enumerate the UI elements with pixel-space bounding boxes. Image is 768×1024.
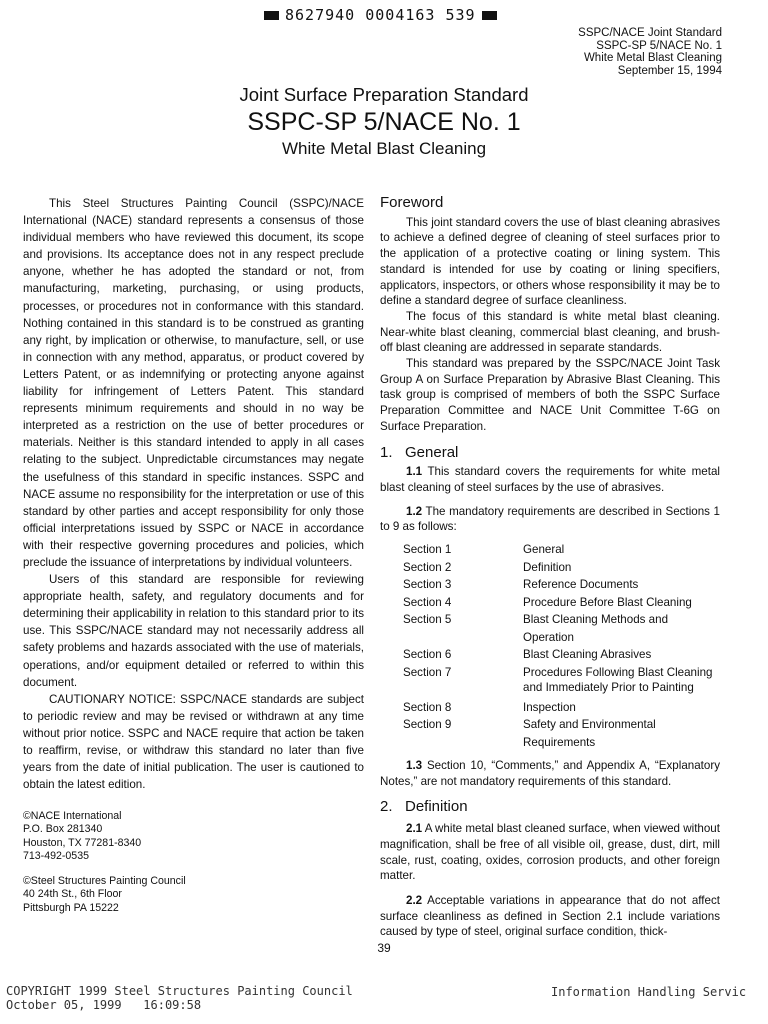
section-label: Section 1 bbox=[403, 543, 452, 557]
section-label: Section 8 bbox=[403, 700, 452, 714]
barcode-block-left bbox=[264, 11, 279, 20]
title-subject: White Metal Blast Cleaning bbox=[281, 139, 487, 158]
user-responsibility-paragraph: Users of this standard are responsible for reviewing appropriate health, safety, and regulatory documents and for determining their applicability in relation to this standard prior to its use. This SSPC/NACE standard may not necessarily address all safety problems and hazards associated with the use of materials, operations, and/or equipment detailed or referred to within this document. bbox=[23, 573, 364, 689]
copyright-footer bbox=[6, 985, 353, 1012]
page-number: 39 bbox=[377, 941, 391, 955]
foreword-heading: Foreword bbox=[380, 194, 444, 211]
running-header bbox=[578, 27, 722, 77]
clause-number: 2.1 bbox=[406, 822, 423, 836]
address-line: Pittsburgh PA 15222 bbox=[23, 901, 119, 914]
title-standard-number: SSPC-SP 5/NACE No. 1 bbox=[247, 108, 521, 136]
clause-text: Section 10, “Comments,” and Appendix A, “Explanatory Notes,” are not mandatory requirements of this standard. bbox=[380, 759, 720, 788]
clause-1-3 bbox=[380, 758, 720, 789]
address-line: ©NACE International bbox=[23, 810, 122, 823]
barcode-block-right bbox=[482, 11, 497, 20]
address-line: P.O. Box 281340 bbox=[23, 823, 103, 836]
clause-2-2 bbox=[380, 893, 720, 940]
clause-2-1 bbox=[380, 821, 720, 884]
address-line: ©Steel Structures Painting Council bbox=[23, 875, 186, 888]
clause-text: A white metal blast cleaned surface, when viewed without magnification, shall be free of all visible oil, grease, dust, dirt, mill scale, rust, coating, oxides, corrosion products, and other foreign matter. bbox=[380, 822, 720, 883]
header-line-4: September 15, 1994 bbox=[617, 64, 722, 77]
sspc-address bbox=[23, 875, 364, 915]
section-title: Blast Cleaning Methods and Operation bbox=[523, 613, 669, 644]
clause-text: Acceptable variations in appearance that do not affect surface cleanliness as defined in Section 2.1 include variations caused by type of steel, original surface condition, thick- bbox=[380, 893, 720, 939]
section-title: General bbox=[523, 543, 565, 557]
footer-line-1: COPYRIGHT 1999 Steel Structures Painting Council bbox=[6, 984, 353, 998]
section-label: Section 5 bbox=[403, 613, 452, 627]
section-label: Section 7 bbox=[403, 665, 452, 679]
cautionary-notice-paragraph: CAUTIONARY NOTICE: SSPC/NACE standards are subject to periodic review and may be revised or withdrawn at any time without prior notice. SSPC and NACE require that action be taken to reaffirm, revise, or withdraw this standard no later than five years from the date of initial publication. The user is cautioned to obtain the latest edition. bbox=[23, 692, 364, 792]
definition-heading: 2. Definition bbox=[380, 798, 468, 816]
footer-line-2: October 05, 1999 16:09:58 bbox=[6, 997, 202, 1012]
section-title: Procedures Following Blast Cleaning and Immediately Prior to Painting bbox=[523, 665, 713, 695]
section-title: Inspection bbox=[523, 700, 576, 714]
address-line: Houston, TX 77281-8340 bbox=[23, 836, 142, 849]
barcode-text: 8627940 0004163 539 bbox=[285, 6, 476, 24]
right-column bbox=[380, 195, 720, 940]
left-column bbox=[23, 195, 364, 915]
section-title: Reference Documents bbox=[523, 578, 639, 592]
header-line-1: SSPC/NACE Joint Standard bbox=[578, 27, 722, 39]
address-line: 713-492-0535 bbox=[23, 849, 89, 862]
nace-address bbox=[23, 810, 364, 863]
clause-number: 1.2 bbox=[406, 504, 423, 518]
section-list bbox=[403, 541, 720, 751]
disclaimer-paragraph: This Steel Structures Painting Council (SSPC)/NACE International (NACE) standard represents a consensus of those individual members who have reviewed this document, its scope and provisions. Its acceptance does not in any respect preclude anyone, whether he has adopted the standard or not, from manufacturing, marketing, purchasing, or using products, processes, or procedures not in conformance with this standard. Nothing contained in this standard is to be construed as granting any right, by implication or otherwise, to manufacture, sell, or use in connection with any method, apparatus, or product covered by Letters Patent, or as indemnifying or protecting anyone against liability for infringement of Letters Patent. This standard represents minimum requirements and should in no way be interpreted as a restriction on the use of better procedures or materials. Neither is this standard intended to apply in all cases relating to the subject. Unpredictable circumstances may negate the usefulness of this standard in specific instances. SSPC and NACE assume no responsibility for the interpretation or use of this standard by other parties and accept responsibility for only those official interpretations issued by SSPC or NACE in accordance with their respective governing procedures and policies, which preclude the issuance of interpretations by individual volunteers. bbox=[23, 197, 364, 569]
header-line-3: White Metal Blast Cleaning bbox=[583, 52, 722, 64]
section-label: Section 4 bbox=[403, 595, 452, 609]
section-title: Safety and Environmental Requirements bbox=[523, 718, 656, 749]
foreword-paragraph: This joint standard covers the use of blast cleaning abrasives to achieve a defined degree of cleaning of steel surfaces prior to the application of a protective coating or lining system. This standard is intended for use by coating or lining specifiers, applicators, inspectors, or others whose responsibility it may be to define a standard degree of surface cleanliness. bbox=[380, 215, 720, 308]
clause-number: 1.3 bbox=[406, 759, 423, 773]
foreword-paragraph: This standard was prepared by the SSPC/NACE Joint Task Group A on Surface Preparation by Abrasive Blast Cleaning. This task group is comprised of members of both the SSPC Surface Preparation Committee and NACE Unit Committee T-6G on Surface Preparation. bbox=[380, 357, 720, 433]
footer-provider: Information Handling Servic bbox=[551, 985, 747, 999]
clause-number: 1.1 bbox=[406, 465, 423, 479]
section-label: Section 6 bbox=[403, 648, 452, 662]
section-title: Procedure Before Blast Cleaning bbox=[523, 595, 692, 609]
clause-1-1 bbox=[380, 464, 720, 495]
section-title: Definition bbox=[523, 560, 572, 574]
header-line-2: SSPC-SP 5/NACE No. 1 bbox=[596, 39, 722, 52]
clause-text: The mandatory requirements are described in Sections 1 to 9 as follows: bbox=[380, 504, 720, 534]
foreword-paragraph: The focus of this standard is white metal blast cleaning. Near-white blast cleaning, commercial blast cleaning, and brush-off blast cleaning are addressed in separate standards. bbox=[380, 309, 720, 355]
section-label: Section 9 bbox=[403, 718, 452, 732]
section-title: Blast Cleaning Abrasives bbox=[523, 648, 652, 662]
section-label: Section 3 bbox=[403, 578, 452, 592]
barcode-strip bbox=[258, 6, 503, 24]
clause-number: 2.2 bbox=[406, 893, 423, 907]
general-heading: 1. General bbox=[380, 443, 459, 461]
address-line: 40 24th St., 6th Floor bbox=[23, 888, 122, 901]
clause-text: This standard covers the requirements for white metal blast cleaning of steel surfaces by the use of abrasives. bbox=[380, 465, 720, 494]
clause-1-2 bbox=[380, 504, 720, 535]
section-label: Section 2 bbox=[403, 560, 452, 574]
title-joint-standard: Joint Surface Preparation Standard bbox=[239, 84, 529, 105]
